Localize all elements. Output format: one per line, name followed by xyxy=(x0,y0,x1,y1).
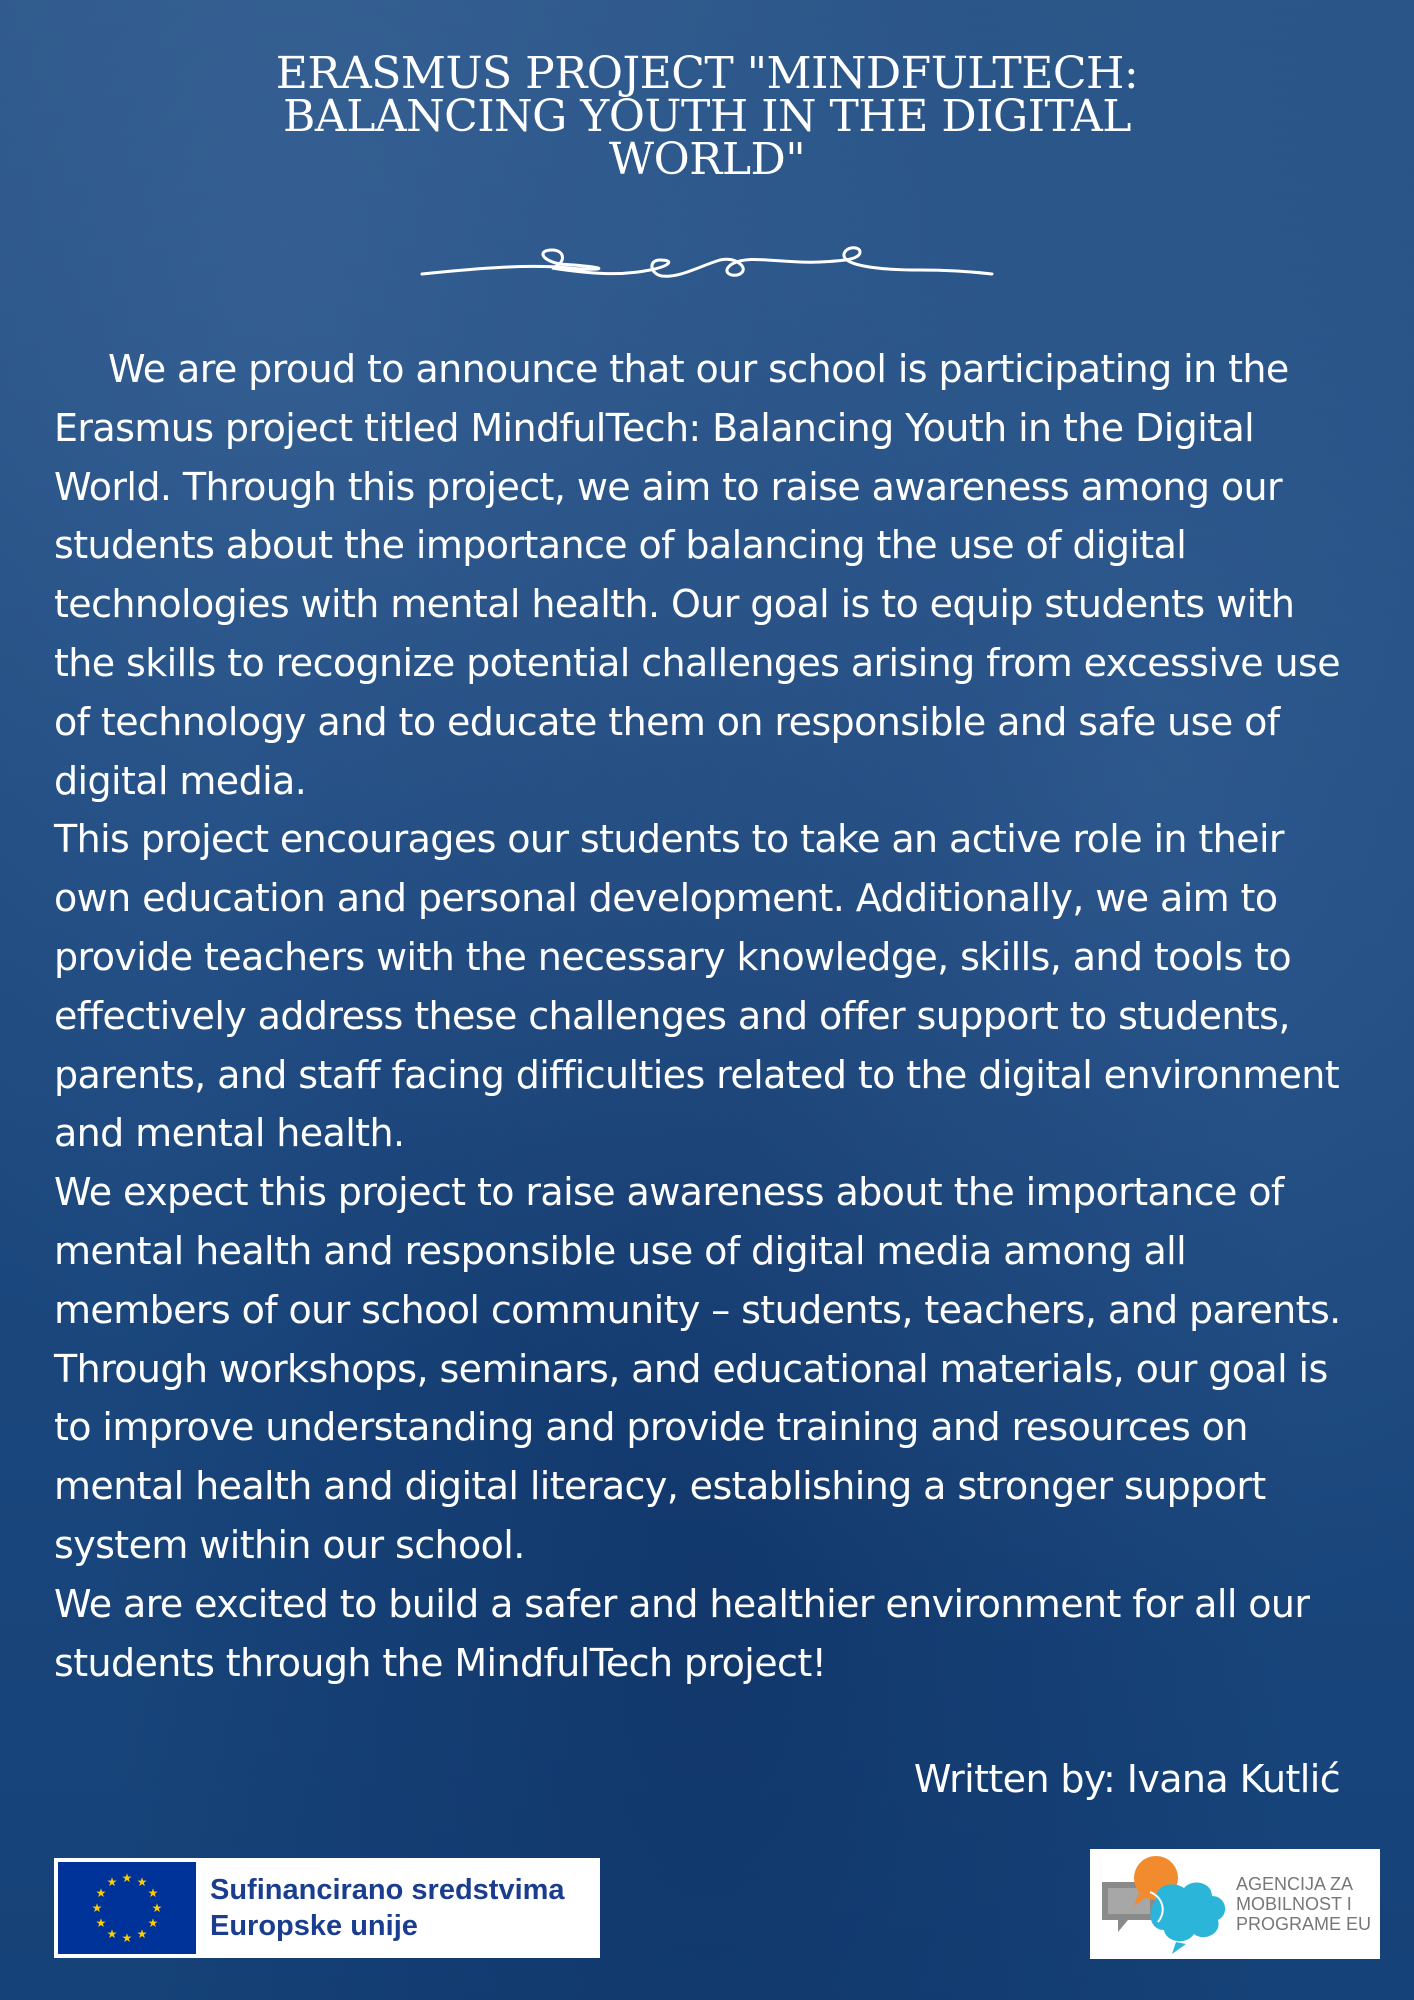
paragraph-1: We are proud to announce that our school is participating in the Erasmus project titled MindfulTech: Balancing Youth in the Digital World. Through this project, we aim to raise awareness among our students about the importance of balancing the use of digital technologies with mental health. Our goal is to equip students with the skills to recognize potential challenges arising from excessive use of technology and to educate them on responsible and safe use of digital media. xyxy=(54,347,1341,803)
agency-logo-line2: MOBILNOST I xyxy=(1236,1894,1352,1914)
eu-star-icon: ★ xyxy=(106,1875,118,1890)
eu-logo-line1: Sufinancirano sredstvima xyxy=(210,1874,565,1906)
article-body xyxy=(54,340,1364,1692)
eu-star-icon: ★ xyxy=(106,1926,118,1941)
eu-star-icon: ★ xyxy=(121,1931,133,1945)
agency-logo xyxy=(1090,1849,1380,1959)
eu-star-icon: ★ xyxy=(91,1901,103,1915)
eu-star-icon: ★ xyxy=(136,1926,148,1941)
agency-logo-line1: AGENCIJA ZA xyxy=(1236,1874,1354,1894)
decorative-flourish-icon xyxy=(420,246,994,286)
eu-star-icon: ★ xyxy=(147,1916,159,1930)
speech-bubbles-icon xyxy=(1094,1852,1234,1956)
eu-star-icon: ★ xyxy=(121,1871,133,1885)
eu-star-icon: ★ xyxy=(95,1916,107,1930)
eu-star-icon: ★ xyxy=(136,1875,148,1890)
paragraph-3: We expect this project to raise awareness about the importance of mental health and responsible use of digital media among all members of our school community – students, teachers, and parents. Through workshops, seminars, and educational materials, our goal is to improve understanding and provide training and resources on mental health and digital literacy, establishing a stronger support system within our school. xyxy=(54,1170,1341,1567)
author-signature: Written by: Ivana Kutlić xyxy=(913,1757,1340,1801)
eu-star-icon: ★ xyxy=(95,1886,107,1900)
agency-logo-line3: PROGRAME EU xyxy=(1236,1914,1372,1934)
paragraph-4: We are excited to build a safer and healthier environment for all our students through the MindfulTech project! xyxy=(54,1581,1310,1685)
eu-star-icon: ★ xyxy=(147,1886,159,1900)
eu-logo-line2: Europske unije xyxy=(210,1910,418,1942)
eu-star-icon: ★ xyxy=(151,1901,163,1915)
eu-cofunded-logo xyxy=(54,1858,600,1958)
eu-flag-icon xyxy=(58,1862,196,1954)
paragraph-2: This project encourages our students to take an active role in their own education and personal development. Additionally, we aim to provide teachers with the necessary knowledge, skills, and tools to effectively address these challenges and offer support to students, parents, and staff facing difficulties related to the digital environment and mental health. xyxy=(54,817,1340,1156)
page-title: ERASMUS PROJECT "MINDFULTECH: BALANCING YOUTH IN THE DIGITAL WORLD" xyxy=(275,48,1139,185)
